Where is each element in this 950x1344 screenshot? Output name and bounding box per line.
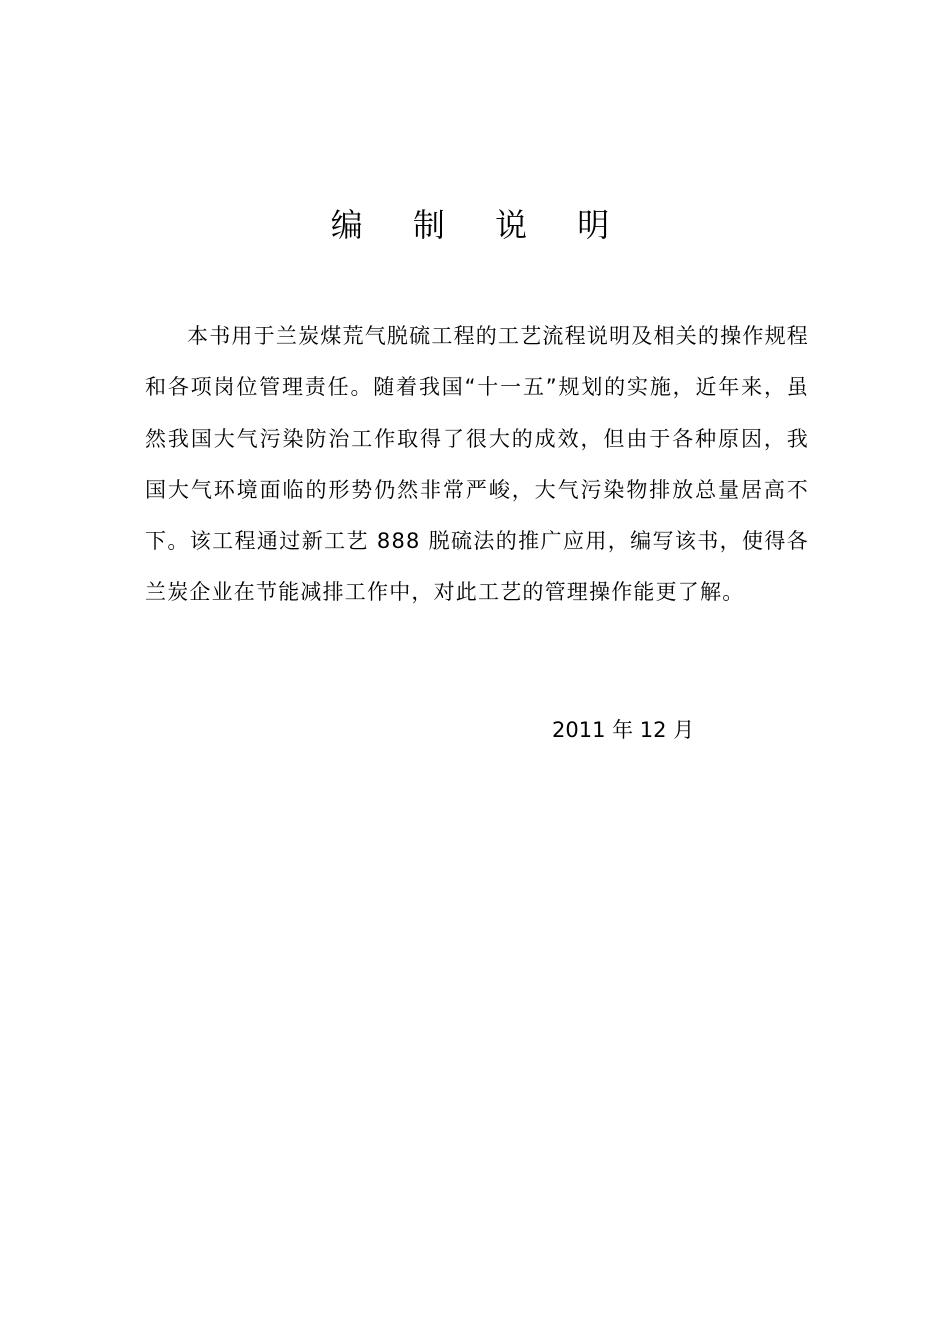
document-date: 2011 年 12 月 (552, 718, 695, 742)
document-title: 编 制 说 明 (330, 206, 630, 244)
document-body (145, 311, 809, 619)
body-paragraph: 本书用于兰炭煤荒气脱硫工程的工艺流程说明及相关的操作规程和各项岗位管理责任。随着我国“十一五”规划的实施，近年来，虽然我国大气污染防治工作取得了很大的成效，但由于各种原因，我国大气环境面临的形势仍然非常严峻，大气污染物排放总量居高不下。该工程通过新工艺 888 脱硫法的推广应用，编写该书，使得各兰炭企业在节能减排工作中，对此工艺的管理操作能更了解。 (145, 324, 809, 605)
